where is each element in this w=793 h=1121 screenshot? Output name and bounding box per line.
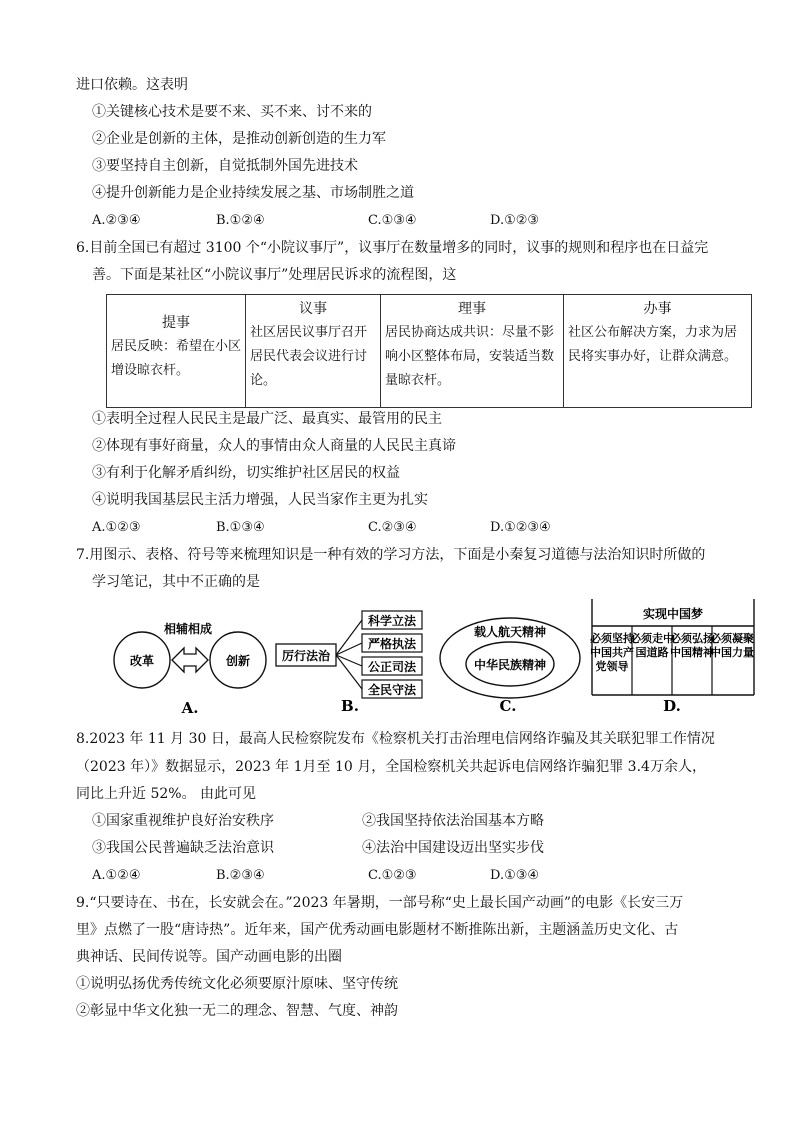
diagram-d-column-1: 必须坚持中国共产党领导 — [590, 632, 634, 673]
diagram-c-letter: C. — [499, 697, 517, 715]
diagram-a-left-label: 改革 — [129, 654, 155, 668]
flow-body-execute: 社区公布解决方案，力求为居民将实事办好，让群众满意。 — [568, 325, 738, 364]
q6-option-a: A.①②③ — [92, 520, 141, 535]
diagram-b-branch-3: 公正司法 — [367, 660, 417, 674]
diagram-b — [276, 611, 422, 715]
diagram-d — [590, 599, 754, 715]
q8-option-d: D.①③④ — [490, 868, 540, 883]
flow-body-handle: 居民协商达成共识：尽量不影响小区整体布局，安装适当数量晾衣杆。 — [385, 325, 555, 388]
diagram-a-letter: A. — [181, 699, 199, 717]
q5-option-d: D.①②③ — [490, 213, 540, 228]
flow-cell-propose — [107, 295, 246, 408]
diagram-a — [114, 621, 266, 717]
diagram-c — [440, 618, 580, 715]
q5-item-1: ①关键核心技术是要不来、买不来、讨不来的 — [92, 104, 372, 120]
q5-item-4: ④提升创新能力是企业持续发展之基、市场制胜之道 — [92, 185, 414, 201]
flow-body-discuss: 社区居民议事厅召开居民代表会议进行讨论。 — [250, 325, 368, 388]
q8-option-b: B.②③④ — [216, 868, 265, 883]
q5-option-c: C.①③④ — [368, 213, 417, 228]
q8-item-3: ③我国公民普遍缺乏法治意识 — [92, 840, 274, 856]
q5-item-2: ②企业是创新的主体，是推动创新创造的生力军 — [92, 131, 386, 147]
diagram-c-inner-label: 中华民族精神 — [473, 658, 547, 672]
diagram-c-outer-label: 载人航天精神 — [473, 625, 547, 639]
q6-option-b: B.①③④ — [216, 520, 265, 535]
q6-stem-line1: 6.目前全国已有超过 3100 个“小院议事厅”，议事厅在数量增多的同时，议事的规则和程序也在日益完 — [76, 240, 709, 256]
q6-stem-line2: 善。下面是某社区“小院议事厅”处理居民诉求的流程图，这 — [92, 267, 457, 283]
q9-stem-line3: 典神话、民间传说等。国产动画电影的出圈 — [76, 949, 342, 965]
q7-stem-line2: 学习笔记，其中不正确的是 — [92, 574, 260, 590]
diagram-a-right-label: 创新 — [225, 654, 251, 668]
diagram-b-letter: B. — [341, 697, 359, 715]
q8-option-a: A.①②④ — [92, 868, 141, 883]
q6-option-c: C.②③④ — [368, 520, 417, 535]
q5-option-a: A.②③④ — [92, 213, 141, 228]
flow-body-propose: 居民反映：希望在小区 增设晾衣杆。 — [111, 339, 242, 378]
q6-flow-table — [106, 294, 752, 408]
flow-head-handle: 理事 — [458, 301, 486, 317]
q5-stem-tail: 进口依赖。这表明 — [76, 77, 188, 93]
flow-head-execute: 办事 — [643, 301, 672, 317]
diagram-b-branch-1: 科学立法 — [367, 614, 417, 628]
flow-head-discuss: 议事 — [299, 301, 327, 317]
diagram-d-title: 实现中国梦 — [642, 607, 704, 621]
q8-stem-line2: （2023 年）》数据显示，2023 年 1月至 10 月，全国检察机关共起诉电信网络诈骗犯罪 3.4万余人， — [76, 759, 706, 775]
q8-item-2: ②我国坚持依法治国基本方略 — [362, 813, 544, 829]
q6-item-2: ②体现有事好商量，众人的事情由众人商量的人民民主真谛 — [92, 438, 456, 454]
diagram-b-branch-4: 全民守法 — [367, 683, 417, 697]
q9-stem-line1: 9.“只要诗在、书在，长安就会在。”2023 年暑期，一部号称“史上最长国产动画”的电影《长安三万 — [76, 895, 684, 911]
diagram-a-double-arrow — [172, 648, 208, 672]
q6-item-4: ④说明我国基层民主活力增强，人民当家作主更为扎实 — [92, 492, 428, 508]
q9-item-1: ①说明弘扬优秀传统文化必须要原汁原味、坚守传统 — [76, 976, 398, 992]
q8-stem-line3: 同比上升近 52%。 由此可见 — [76, 786, 257, 802]
diagram-a-relation: 相辅相成 — [163, 622, 213, 636]
diagram-b-branch-2: 严格执法 — [367, 637, 417, 651]
q7-stem-line1: 7.用图示、表格、符号等来梳理知识是一种有效的学习方法，下面是小秦复习道德与法治知识时所做的 — [76, 547, 706, 563]
q8-item-1: ①国家重视维护良好治安秩序 — [92, 813, 274, 829]
diagram-d-column-2: 必须走中国道路 — [630, 632, 674, 659]
q6-item-1: ①表明全过程人民民主是最广泛、最真实、最管用的民主 — [92, 411, 442, 427]
q6-item-3: ③有利于化解矛盾纠纷，切实维护社区居民的权益 — [92, 465, 400, 481]
q7-diagrams — [100, 596, 760, 720]
q6-option-d: D.①②③④ — [490, 520, 551, 535]
flow-head-propose: 提事 — [162, 315, 190, 331]
flow-cell-discuss — [246, 295, 381, 408]
diagram-b-center-label: 厉行法治 — [281, 649, 331, 663]
q9-item-2: ②彰显中华文化独一无二的理念、智慧、气度、神韵 — [76, 1003, 398, 1019]
diagram-d-column-3: 必须弘扬中国精神 — [670, 632, 714, 659]
diagram-d-column-4: 必须凝聚中国力量 — [710, 632, 754, 659]
q5-item-3: ③要坚持自主创新，自觉抵制外国先进技术 — [92, 158, 358, 174]
q8-stem-line1: 8.2023 年 11 月 30 日，最高人民检察院发布《检察机关打击治理电信网络诈骗及其关联犯罪工作情况 — [76, 731, 715, 747]
q9-stem-line2: 里》点燃了一股“唐诗热”。近年来，国产优秀动画电影题材不断推陈出新，主题涵盖历史文化、古 — [76, 922, 679, 938]
q5-option-b: B.①②④ — [216, 213, 265, 228]
q8-option-c: C.①②③ — [368, 868, 417, 883]
diagram-d-letter: D. — [663, 697, 681, 715]
q8-item-4: ④法治中国建设迈出坚实步伐 — [362, 840, 544, 856]
flow-cell-handle — [381, 295, 564, 408]
flow-cell-execute — [564, 295, 752, 408]
